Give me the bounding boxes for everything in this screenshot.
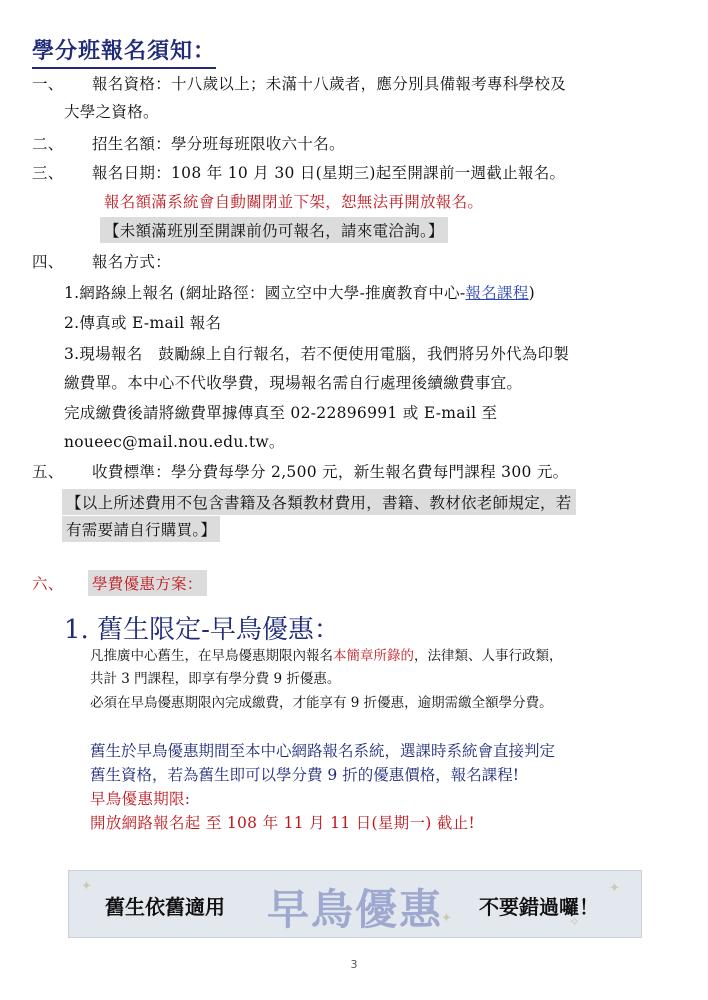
- promo-line-1-b: ，法律類、人事行政類，: [414, 648, 563, 664]
- section-4-line-1: 報名方式：: [92, 253, 172, 271]
- promo-line-2: 共計 3 門課程，即享有學分費 9 折優惠。: [90, 671, 341, 687]
- star-icon: ✦: [81, 879, 92, 894]
- section-4-number: 四、: [32, 253, 64, 271]
- method-fax-email: 2.傳真或 E-mail 報名: [64, 314, 222, 332]
- method-online: [64, 281, 535, 303]
- star-icon: ✦: [609, 881, 620, 896]
- unfilled-class-notice: 【未額滿班別至開課前仍可報名，請來電洽詢。】: [100, 217, 448, 243]
- early-bird-banner: [68, 870, 642, 938]
- banner-right-text: 不要錯過囉！: [479, 895, 599, 919]
- page-title: 學分班報名須知：: [32, 34, 216, 69]
- method-onsite-line-1: 3.現場報名 鼓勵線上自行報名，若不便使用電腦，我們將另外代為印製: [64, 345, 570, 363]
- fee-exclusion-note-line-2: 有需要請自行購買。】: [62, 516, 220, 542]
- banner-mid-text: 早鳥優惠: [267, 885, 444, 934]
- fee-exclusion-note-line-1: 【以上所述費用不包含書籍及各類教材費用，書籍、教材依老師規定，若: [62, 489, 576, 515]
- promo-line-1-highlight: 本簡章所錄的: [333, 648, 414, 664]
- contact-email: noueec@mail.nou.edu.tw。: [64, 433, 285, 451]
- banner-left-text: 舊生依舊適用: [105, 895, 225, 919]
- discount-plan-heading: 學費優惠方案：: [88, 570, 207, 596]
- section-1-number: 一、: [32, 75, 64, 93]
- promo-line-1: [90, 644, 563, 664]
- page-number: 3: [350, 958, 358, 971]
- section-5-line-1: 收費標準：學分費每學分 2,500 元，新生報名費每門課程 300 元。: [92, 463, 569, 481]
- section-2-line-1: 招生名額：學分班每班限收六十名。: [92, 135, 345, 153]
- star-icon: ✧: [569, 915, 580, 930]
- promo-blue-line-1: 舊生於早鳥優惠期間至本中心網路報名系統，選課時系統會直接判定: [90, 742, 556, 760]
- promo-line-1-a: 凡推廣中心舊生，在早鳥優惠期限內報名: [90, 648, 333, 664]
- section-5-number: 五、: [32, 463, 64, 481]
- section-6-number: 六、: [32, 575, 64, 593]
- star-icon: ✦: [441, 911, 452, 926]
- early-bird-deadline-label: 早鳥優惠期限:: [90, 790, 191, 808]
- registration-full-notice: 報名額滿系統會自動關閉並下架，恕無法再開放報名。: [104, 193, 484, 211]
- promo-blue-line-2: 舊生資格，若為舊生即可以學分費 9 折的優惠價格，報名課程!: [90, 766, 519, 784]
- method-online-text: 1.網路線上報名 (網址路徑：國立空中大學-推廣教育中心-: [64, 284, 466, 302]
- method-online-suffix: ): [528, 284, 536, 302]
- section-3-line-1: 報名日期：108 年 10 月 30 日(星期三)起至開課前一週截止報名。: [92, 164, 566, 182]
- method-onsite-line-3: 完成繳費後請將繳費單據傳真至 02-22896991 或 E-mail 至: [64, 404, 498, 422]
- section-1-line-2: 大學之資格。: [64, 103, 159, 121]
- register-course-link[interactable]: 報名課程: [465, 284, 529, 302]
- method-onsite-line-2: 繳費單。本中心不代收學費，現場報名需自行處理後續繳費事宜。: [64, 374, 523, 392]
- section-1-line-1: 報名資格：十八歲以上；未滿十八歲者，應分別具備報考專科學校及: [92, 75, 567, 93]
- early-bird-title: 1. 舊生限定-早鳥優惠：: [64, 615, 340, 645]
- section-3-number: 三、: [32, 164, 64, 182]
- promo-line-3: 必須在早鳥優惠期限內完成繳費，才能享有 9 折優惠，逾期需繳全額學分費。: [90, 695, 553, 711]
- early-bird-deadline-date: 開放網路報名起 至 108 年 11 月 11 日(星期一) 截止!: [90, 814, 475, 832]
- section-2-number: 二、: [32, 135, 64, 153]
